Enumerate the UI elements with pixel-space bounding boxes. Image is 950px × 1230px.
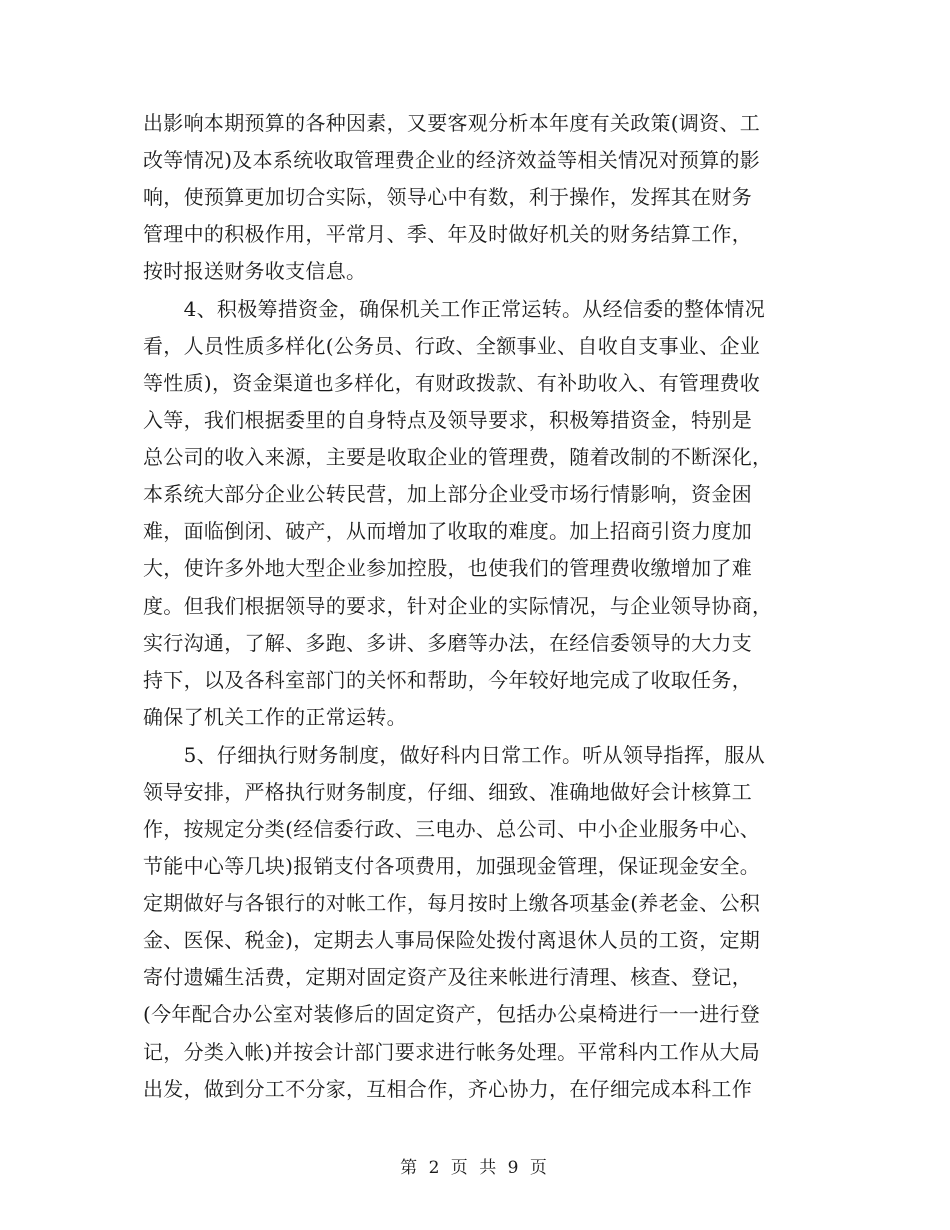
text-line: 大，使许多外地大型企业参加控股，也使我们的管理费收缴增加了难 <box>143 556 752 580</box>
text-line: 等性质)，资金渠道也多样化，有财政拨款、有补助收入、有管理费收 <box>143 371 761 395</box>
text-line: 改等情况)及本系统收取管理费企业的经济效益等相关情况对预算的影 <box>143 148 761 172</box>
text-line: 管理中的积极作用，平常月、季、年及时做好机关的财务结算工作， <box>143 222 752 246</box>
text-line: (今年配合办公室对装修后的固定资产，包括办公桌椅进行一一进行登 <box>143 1002 761 1026</box>
text-line: 本系统大部分企业公转民营，加上部分企业受市场行情影响，资金困 <box>143 482 752 506</box>
text-line: 实行沟通，了解、多跑、多讲、多磨等办法，在经信委领导的大力支 <box>143 631 752 655</box>
text-line: 看，人员性质多样化(公务员、行政、全额事业、自收自支事业、企业 <box>143 334 761 358</box>
text-line: 持下，以及各科室部门的关怀和帮助，今年较好地完成了收取任务， <box>143 668 752 692</box>
text-line: 出影响本期预算的各种因素，又要客观分析本年度有关政策(调资、工 <box>143 111 761 135</box>
text-line: 出发，做到分工不分家，互相合作，齐心协力，在仔细完成本科工作 <box>143 1077 752 1101</box>
text-line: 入等，我们根据委里的自身特点及领导要求，积极筹措资金，特别是 <box>143 408 752 432</box>
text-line: 度。但我们根据领导的要求，针对企业的实际情况，与企业领导协商， <box>143 594 773 618</box>
text-line: 响，使预算更加切合实际，领导心中有数，利于操作，发挥其在财务 <box>143 185 752 209</box>
text-line: 领导安排，严格执行财务制度，仔细、细致、准确地做好会计核算工 <box>143 780 752 804</box>
text-line: 定期做好与各银行的对帐工作，每月按时上缴各项基金(养老金、公积 <box>143 891 761 915</box>
text-line: 难，面临倒闭、破产，从而增加了收取的难度。加上招商引资力度加 <box>143 519 752 543</box>
text-line: 记，分类入帐)并按会计部门要求进行帐务处理。平常科内工作从大局 <box>143 1040 761 1064</box>
text-line: 4、积极筹措资金，确保机关工作正常运转。从经信委的整体情况 <box>143 297 766 321</box>
text-line: 按时报送财务收支信息。 <box>143 259 367 283</box>
text-line: 金、医保、税金)，定期去人事局保险处拨付离退休人员的工资，定期 <box>143 928 761 952</box>
text-line: 5、仔细执行财务制度，做好科内日常工作。听从领导指挥，服从 <box>143 743 766 767</box>
text-line: 总公司的收入来源，主要是收取企业的管理费，随着改制的不断深化， <box>143 445 773 469</box>
page-number-footer: 第 2 页 共 9 页 <box>400 1158 550 1178</box>
text-line: 作，按规定分类(经信委行政、三电办、总公司、中小企业服务中心、 <box>143 817 761 841</box>
text-line: 确保了机关工作的正常运转。 <box>143 705 407 729</box>
text-line: 寄付遗孀生活费，定期对固定资产及往来帐进行清理、核查、登记， <box>143 965 752 989</box>
text-line: 节能中心等几块)报销支付各项费用，加强现金管理，保证现金安全。 <box>143 854 761 878</box>
